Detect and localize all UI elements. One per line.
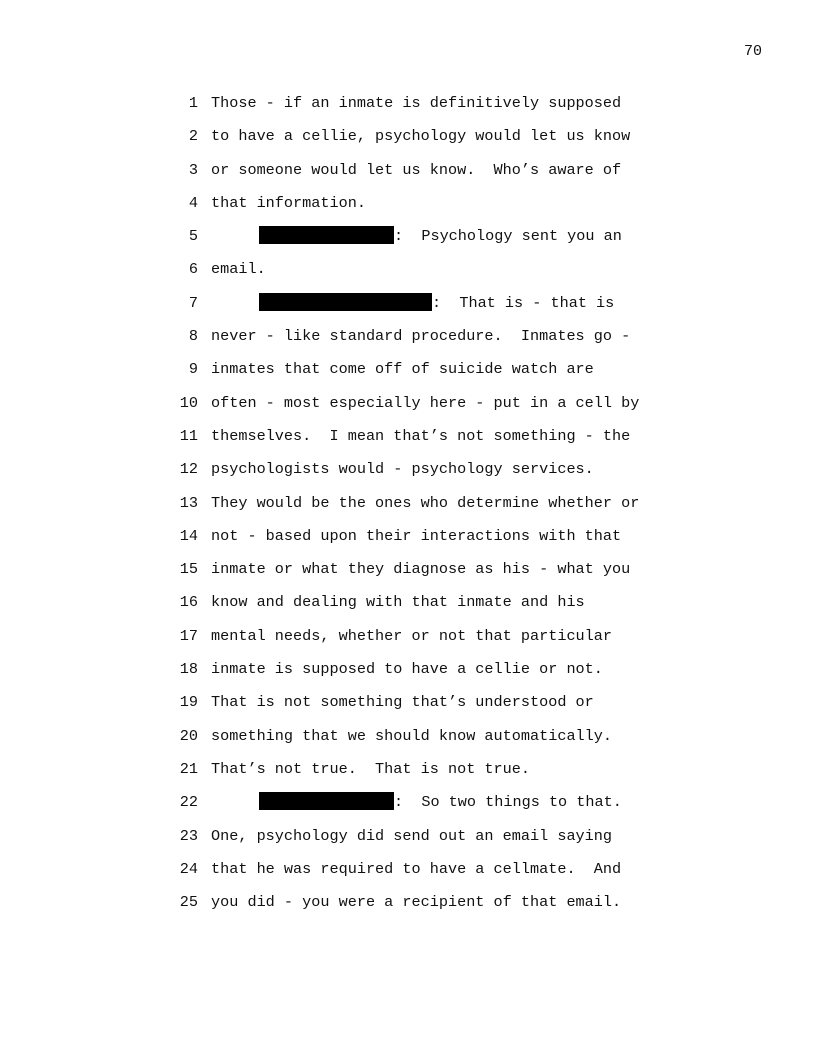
transcript-line xyxy=(170,353,690,386)
transcript-line xyxy=(170,87,690,120)
line-text: something that we should know automatically. xyxy=(211,726,613,745)
line-number: 23 xyxy=(179,826,198,845)
line-number: 2 xyxy=(188,127,198,146)
line-text: not - based upon their interactions with that xyxy=(211,526,622,545)
line-number: 5 xyxy=(188,227,198,246)
transcript-line xyxy=(170,253,690,286)
line-text: : So two things to that. xyxy=(394,793,622,812)
line-text: : That is - that is xyxy=(432,293,615,312)
line-text: themselves. I mean that’s not something - the xyxy=(211,426,631,445)
line-text: : Psychology sent you an xyxy=(394,227,622,246)
transcript-line xyxy=(170,387,690,420)
transcript-body xyxy=(170,87,690,919)
line-number: 13 xyxy=(179,493,198,512)
line-number: 10 xyxy=(179,393,198,412)
line-text: Those - if an inmate is definitively supposed xyxy=(211,94,622,112)
transcript-line xyxy=(170,420,690,453)
transcript-line xyxy=(170,320,690,353)
line-number: 22 xyxy=(179,793,198,812)
line-text: They would be the ones who determine whether or xyxy=(211,493,640,512)
line-number: 9 xyxy=(188,360,198,379)
transcript-line xyxy=(170,154,690,187)
line-number: 19 xyxy=(179,693,198,712)
transcript-line xyxy=(170,820,690,853)
transcript-line xyxy=(170,520,690,553)
line-number: 21 xyxy=(179,759,198,778)
line-text: inmate is supposed to have a cellie or not. xyxy=(211,660,603,679)
transcript-line xyxy=(170,586,690,619)
line-number: 20 xyxy=(179,726,198,745)
transcript-line xyxy=(170,453,690,486)
line-number: 18 xyxy=(179,660,198,679)
line-text: that he was required to have a cellmate. And xyxy=(211,859,622,878)
transcript-line xyxy=(170,220,690,253)
transcript-line xyxy=(170,653,690,686)
transcript-line xyxy=(170,786,690,819)
line-number: 25 xyxy=(179,893,198,912)
transcript-line xyxy=(170,886,690,919)
line-number: 24 xyxy=(179,859,198,878)
speaker-redaction xyxy=(259,792,394,810)
line-text: or someone would let us know. Who’s aware of xyxy=(211,160,622,179)
transcript-line xyxy=(170,287,690,320)
line-text: inmate or what they diagnose as his - what you xyxy=(211,560,631,579)
speaker-redaction xyxy=(259,226,394,244)
line-text: email. xyxy=(211,260,266,279)
line-number: 15 xyxy=(179,560,198,579)
line-text: to have a cellie, psychology would let us know xyxy=(211,127,631,146)
transcript-line xyxy=(170,553,690,586)
line-number: 3 xyxy=(188,160,198,179)
line-text: know and dealing with that inmate and his xyxy=(211,593,585,612)
line-number: 12 xyxy=(179,460,198,479)
line-text: One, psychology did send out an email saying xyxy=(211,826,613,845)
transcript-line xyxy=(170,120,690,153)
line-number: 6 xyxy=(188,260,198,279)
transcript-line xyxy=(170,853,690,886)
line-text: That’s not true. That is not true. xyxy=(211,759,530,778)
line-text: you did - you were a recipient of that email. xyxy=(211,893,622,912)
line-number: 4 xyxy=(188,193,198,212)
transcript-line xyxy=(170,187,690,220)
line-number: 14 xyxy=(179,526,198,545)
transcript-line xyxy=(170,487,690,520)
speaker-redaction xyxy=(259,293,432,311)
line-number: 7 xyxy=(188,293,198,312)
line-number: 11 xyxy=(179,426,198,445)
transcript-line xyxy=(170,620,690,653)
line-text: mental needs, whether or not that particular xyxy=(211,626,613,645)
line-text: That is not something that’s understood or xyxy=(211,693,594,712)
line-text: psychologists would - psychology services. xyxy=(211,460,594,479)
line-number: 8 xyxy=(188,327,198,346)
page-number: 70 xyxy=(743,43,762,60)
transcript-line xyxy=(170,720,690,753)
line-text: never - like standard procedure. Inmates go - xyxy=(211,327,631,346)
line-text: inmates that come off of suicide watch are xyxy=(211,360,594,379)
line-text: often - most especially here - put in a cell by xyxy=(211,393,640,412)
transcript-line xyxy=(170,753,690,786)
line-number: 17 xyxy=(179,626,198,645)
transcript-line xyxy=(170,686,690,719)
line-number: 1 xyxy=(188,94,198,112)
line-number: 16 xyxy=(179,593,198,612)
line-text: that information. xyxy=(211,193,366,212)
